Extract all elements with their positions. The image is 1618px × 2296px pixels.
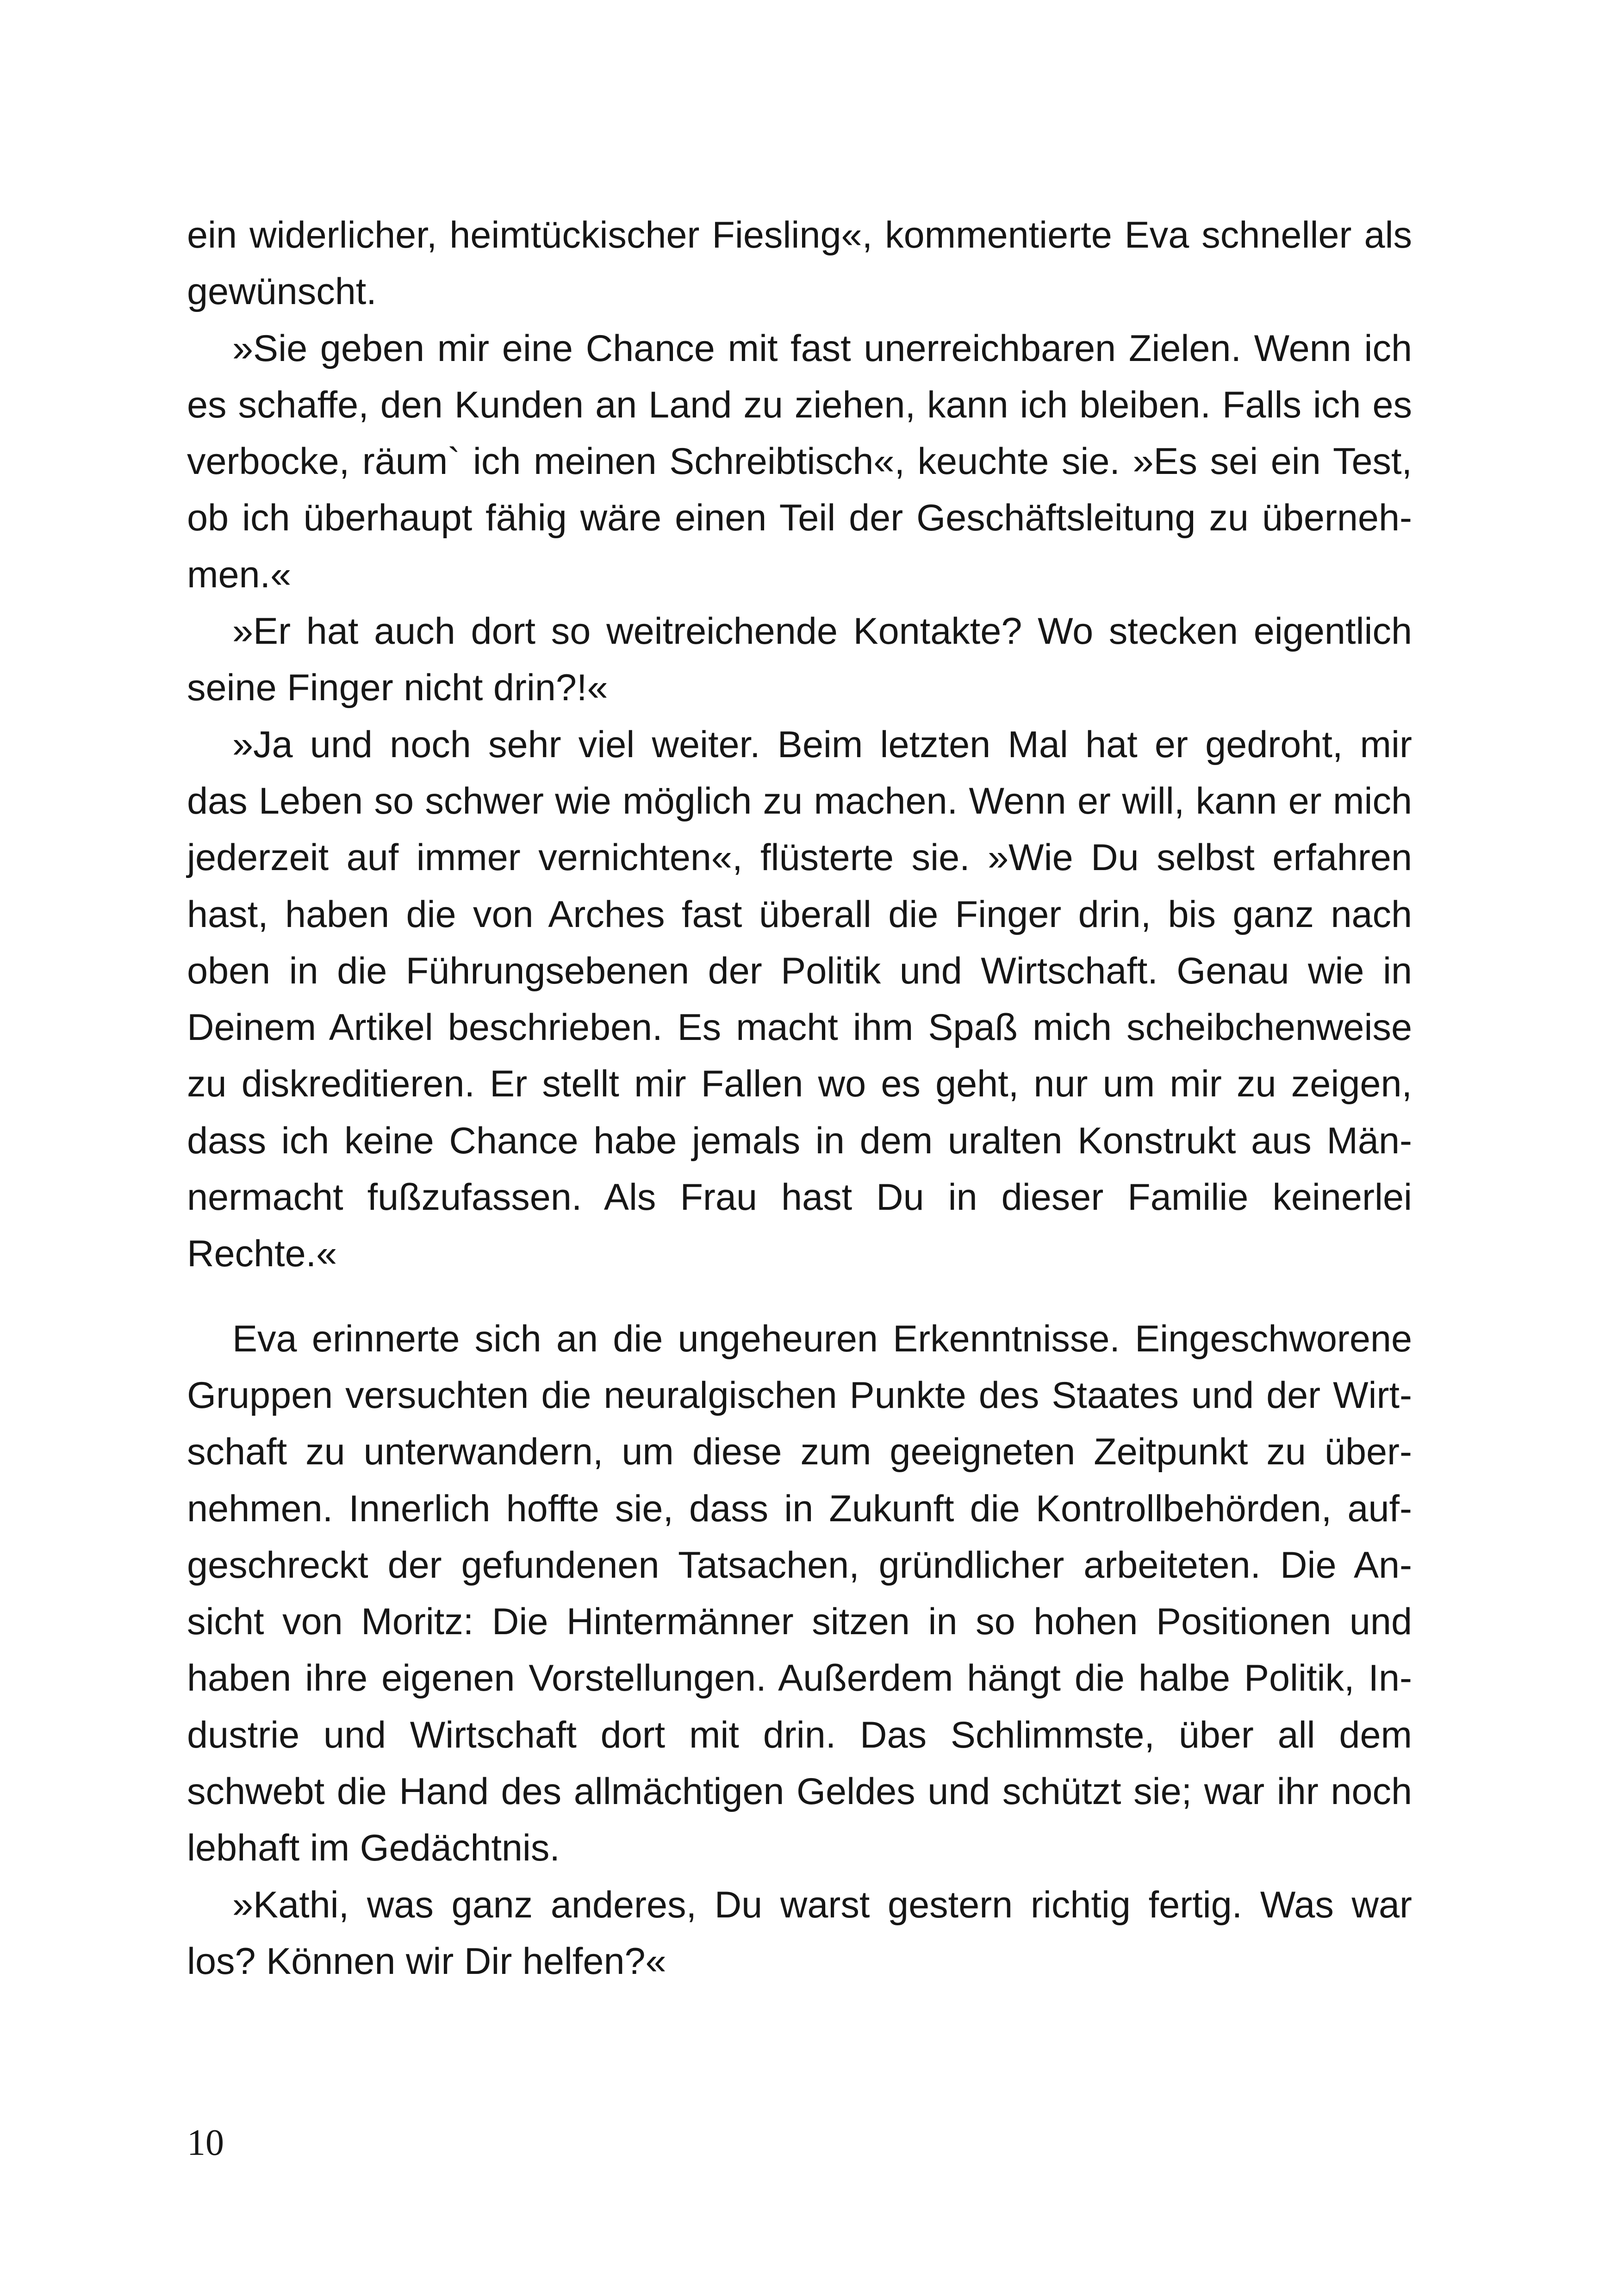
text-line: geschreckt der gefundenen Tatsachen, gründlicher arbeiteten. Die An- [187, 1544, 1412, 1586]
text-line: Deinem Artikel beschrieben. Es macht ihm Spaß mich scheibchenweise [187, 1007, 1412, 1049]
text-line: »Er hat auch dort so weitreichende Kontakte? Wo stecken eigentlich [232, 610, 1412, 653]
paragraph [187, 1877, 1412, 1990]
text-line: »Ja und noch sehr viel weiter. Beim letzten Mal hat er gedroht, mir [232, 723, 1412, 765]
text-line: men.« [187, 554, 292, 596]
text-line: sicht von Moritz: Die Hintermänner sitzen in so hohen Positionen und [187, 1601, 1412, 1643]
text-line: Rechte.« [187, 1233, 337, 1275]
text-line: los? Können wir Dir helfen?« [187, 1940, 666, 1982]
text-line: dustrie und Wirtschaft dort mit drin. Das Schlimmste, über all dem [187, 1714, 1412, 1756]
text-line: nehmen. Innerlich hoffte sie, dass in Zukunft die Kontrollbehörden, auf- [187, 1487, 1412, 1530]
page-number: 10 [187, 2122, 224, 2163]
paragraph [187, 603, 1412, 716]
text-line: ob ich überhaupt fähig wäre einen Teil der Geschäftsleitung zu überneh- [187, 497, 1412, 539]
text-line: lebhaft im Gedächtnis. [187, 1827, 560, 1869]
text-line: haben ihre eigenen Vorstellungen. Außerdem hängt die halbe Politik, In- [187, 1657, 1412, 1699]
text-line: es schaffe, den Kunden an Land zu ziehen, kann ich bleiben. Falls ich es [187, 384, 1412, 426]
text-line: oben in die Führungsebenen der Politik und Wirtschaft. Genau wie in [187, 950, 1412, 992]
paragraph [187, 320, 1412, 603]
text-line: jederzeit auf immer vernichten«, flüsterte sie. »Wie Du selbst erfahren [187, 837, 1412, 879]
text-line: nermacht fußzufassen. Als Frau hast Du in dieser Familie keinerlei [187, 1176, 1412, 1219]
text-line: »Kathi, was ganz anderes, Du warst gestern richtig fertig. Was war [232, 1884, 1412, 1926]
text-line: ein widerlicher, heimtückischer Fiesling«, kommentierte Eva schneller als [187, 214, 1412, 256]
text-line: schwebt die Hand des allmächtigen Geldes und schützt sie; war ihr noch [187, 1771, 1412, 1813]
text-line: schaft zu unterwandern, um diese zum geeigneten Zeitpunkt zu über- [187, 1431, 1412, 1473]
text-line: seine Finger nicht drin?!« [187, 667, 608, 709]
paragraph [187, 207, 1412, 320]
text-line: »Sie geben mir eine Chance mit fast unerreichbaren Zielen. Wenn ich [232, 327, 1412, 369]
text-line: Eva erinnerte sich an die ungeheuren Erkenntnisse. Eingeschworene [232, 1318, 1412, 1360]
paragraph [187, 716, 1412, 1282]
text-line: zu diskreditieren. Er stellt mir Fallen wo es geht, nur um mir zu zeigen, [187, 1063, 1412, 1105]
paragraph [187, 1311, 1412, 1877]
text-line: dass ich keine Chance habe jemals in dem uralten Konstrukt aus Män- [187, 1120, 1412, 1162]
text-line: gewünscht. [187, 271, 377, 313]
body-text [187, 207, 1412, 1990]
text-line: Gruppen versuchten die neuralgischen Punkte des Staates und der Wirt- [187, 1374, 1412, 1416]
text-line: das Leben so schwer wie möglich zu machen. Wenn er will, kann er mich [187, 780, 1412, 822]
text-line: hast, haben die von Arches fast überall die Finger drin, bis ganz nach [187, 893, 1412, 935]
text-line: verbocke, räum` ich meinen Schreibtisch«, keuchte sie. »Es sei ein Test, [187, 441, 1412, 483]
